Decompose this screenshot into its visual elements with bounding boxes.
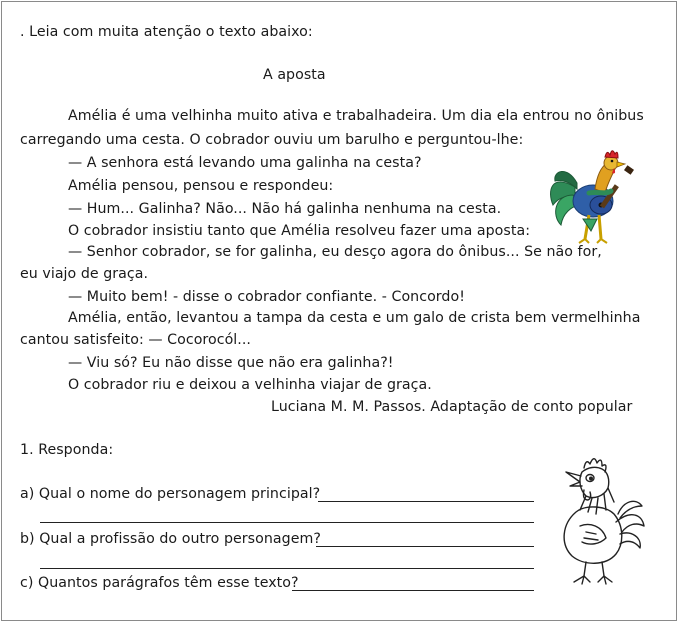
rooster-drawing-icon [550,452,650,588]
story-line: — Muito bem! - disse o cobrador confiante. - Concordo! [68,289,465,305]
story-line: — Viu só? Eu não disse que não era galinha?! [68,355,394,371]
rooster-guitar-icon [545,139,650,249]
story-line: eu viajo de graça. [20,266,149,282]
story-line: O cobrador riu e deixou a velhinha viajar de graça. [68,377,432,393]
answer-line-a1[interactable] [318,501,534,502]
story-line: Amélia, então, levantou a tampa da cesta e um galo de crista bem vermelhinha [68,310,641,326]
story-line: O cobrador insistiu tanto que Amélia resolveu fazer uma aposta: [68,223,531,239]
question-c: c) Quantos parágrafos têm esse texto? [20,575,299,591]
story-source: Luciana M. M. Passos. Adaptação de conto popular [271,399,633,415]
instruction: . Leia com muita atenção o texto abaixo: [20,24,313,40]
answer-line-a2[interactable] [40,522,534,523]
worksheet [1,1,677,621]
question-b: b) Qual a profissão do outro personagem? [20,531,321,547]
story-line: — A senhora está levando uma galinha na cesta? [68,155,422,171]
story-line: Amélia é uma velhinha muito ativa e trabalhadeira. Um dia ela entrou no ônibus [68,108,644,124]
questions-heading: 1. Responda: [20,442,114,458]
story-line: carregando uma cesta. O cobrador ouviu um barulho e perguntou-lhe: [20,132,524,148]
story-title: A aposta [263,67,326,83]
story-line: — Hum... Galinha? Não... Não há galinha nenhuma na cesta. [68,201,502,217]
answer-line-b2[interactable] [40,568,534,569]
story-line: Amélia pensou, pensou e respondeu: [68,178,334,194]
answer-line-c1[interactable] [292,590,534,591]
answer-line-b1[interactable] [316,546,534,547]
story-line: — Senhor cobrador, se for galinha, eu desço agora do ônibus... Se não for, [68,244,602,260]
question-a: a) Qual o nome do personagem principal? [20,486,321,502]
story-line: cantou satisfeito: — Cocorocól... [20,332,251,348]
